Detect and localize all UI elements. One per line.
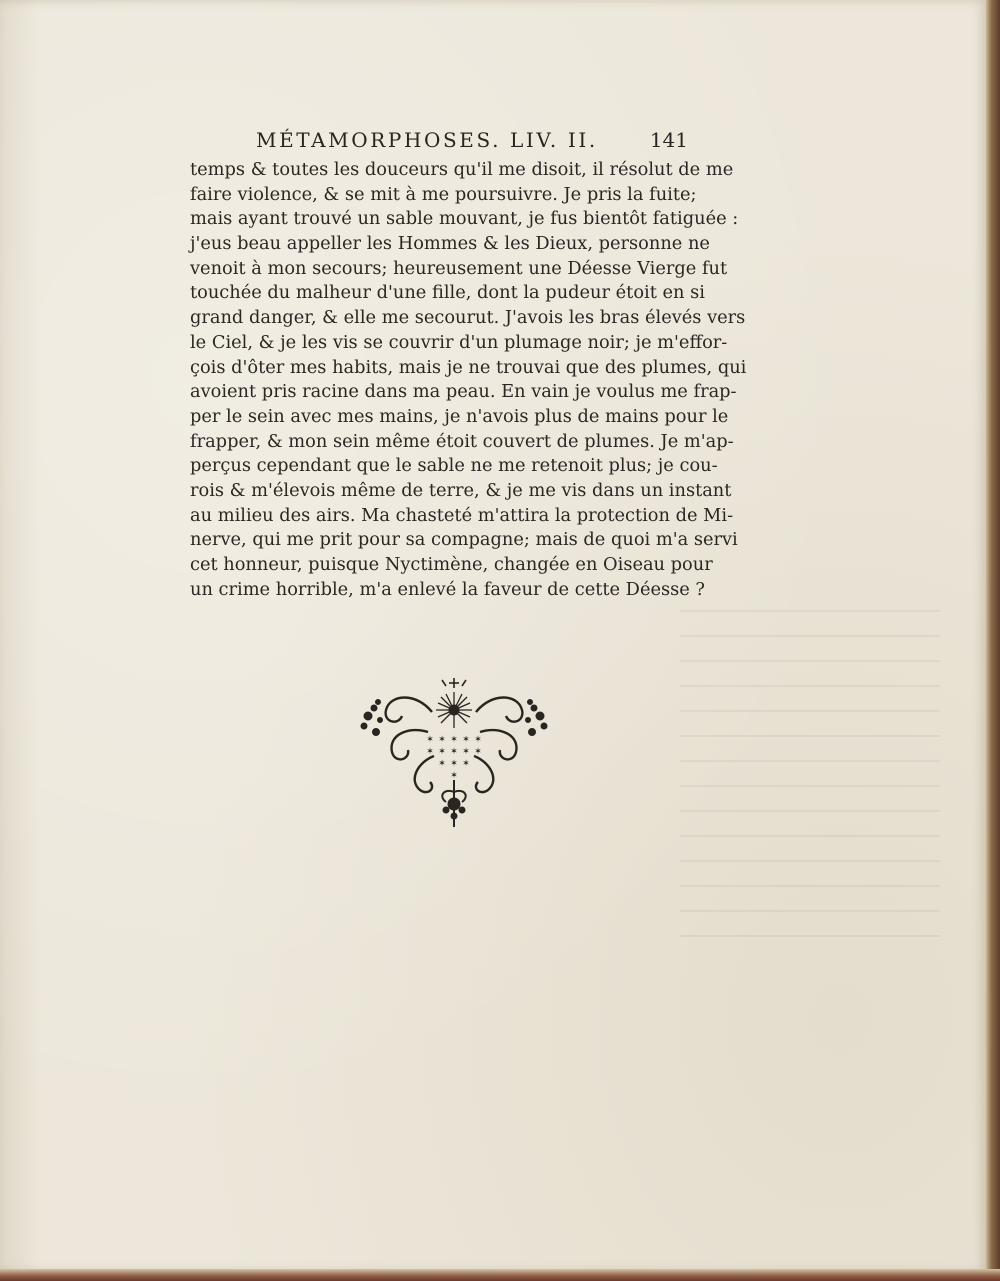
body-text [190, 158, 747, 602]
show-through-texture [680, 610, 940, 950]
text-line: venoit à mon secours; heureusement une Déesse Vierge fut [190, 257, 728, 279]
text-line: avoient pris racine dans ma peau. En vain je voulus me frap- [190, 381, 737, 403]
svg-text:✶: ✶ [450, 759, 458, 769]
text-line: frapper, & mon sein même étoit couvert de plumes. Je m'ap- [190, 430, 734, 452]
text-line: j'eus beau appeller les Hommes & les Dieux, personne ne [190, 233, 710, 255]
text-line: touchée du malheur d'une fille, dont la pudeur étoit en si [190, 282, 705, 304]
book-binding-edge [0, 1269, 1000, 1281]
svg-text:✶: ✶ [438, 735, 446, 745]
text-line: le Ciel, & je les vis se couvrir d'un plumage noir; je m'effor- [190, 331, 728, 353]
text-line: per le sein avec mes mains, je n'avois plus de mains pour le [190, 405, 729, 427]
svg-text:✶: ✶ [438, 759, 446, 769]
running-title: MÉTAMORPHOSES. LIV. II. [256, 128, 598, 152]
svg-text:✶: ✶ [426, 747, 434, 757]
text-line: rois & m'élevois même de terre, & je me vis dans un instant [190, 479, 732, 501]
text-line: cet honneur, puisque Nyctimène, changée en Oiseau pour [190, 554, 713, 575]
page-number: 141 [649, 128, 688, 152]
svg-text:✶: ✶ [462, 759, 470, 769]
text-line: faire violence, & se mit à me poursuivre. Je pris la fuite; [190, 183, 697, 205]
text-line: un crime horrible, m'a enlevé la faveur de cette Déesse ? [190, 578, 705, 600]
text-line: perçus cependant que le sable ne me retenoit plus; je cou- [190, 455, 718, 477]
text-line: temps & toutes les douceurs qu'il me disoit, il résolut de me [190, 159, 734, 180]
svg-text:✶: ✶ [462, 735, 470, 745]
page-header [190, 128, 688, 158]
text-line: mais ayant trouvé un sable mouvant, je fus bientôt fatiguée : [190, 208, 739, 230]
svg-text:✶: ✶ [426, 735, 434, 745]
svg-text:✶: ✶ [450, 771, 458, 781]
svg-text:✶: ✶ [474, 735, 482, 745]
text-line: çois d'ôter mes habits, mais je ne trouvai que des plumes, qui [190, 356, 747, 378]
text-line: grand danger, & elle me secourut. J'avois les bras élevés vers [190, 307, 746, 329]
svg-text:✶: ✶ [450, 747, 458, 757]
svg-text:✶: ✶ [474, 747, 482, 757]
book-edge [986, 0, 1000, 1281]
svg-text:✶: ✶ [438, 747, 446, 757]
svg-text:✶: ✶ [462, 747, 470, 757]
text-line: au milieu des airs. Ma chasteté m'attira la protection de Mi- [190, 504, 734, 526]
svg-text:✶: ✶ [450, 735, 458, 745]
fleuron-ornament-icon [358, 672, 550, 832]
text-line: nerve, qui me prit pour sa compagne; mais de quoi m'a servi [190, 529, 738, 551]
